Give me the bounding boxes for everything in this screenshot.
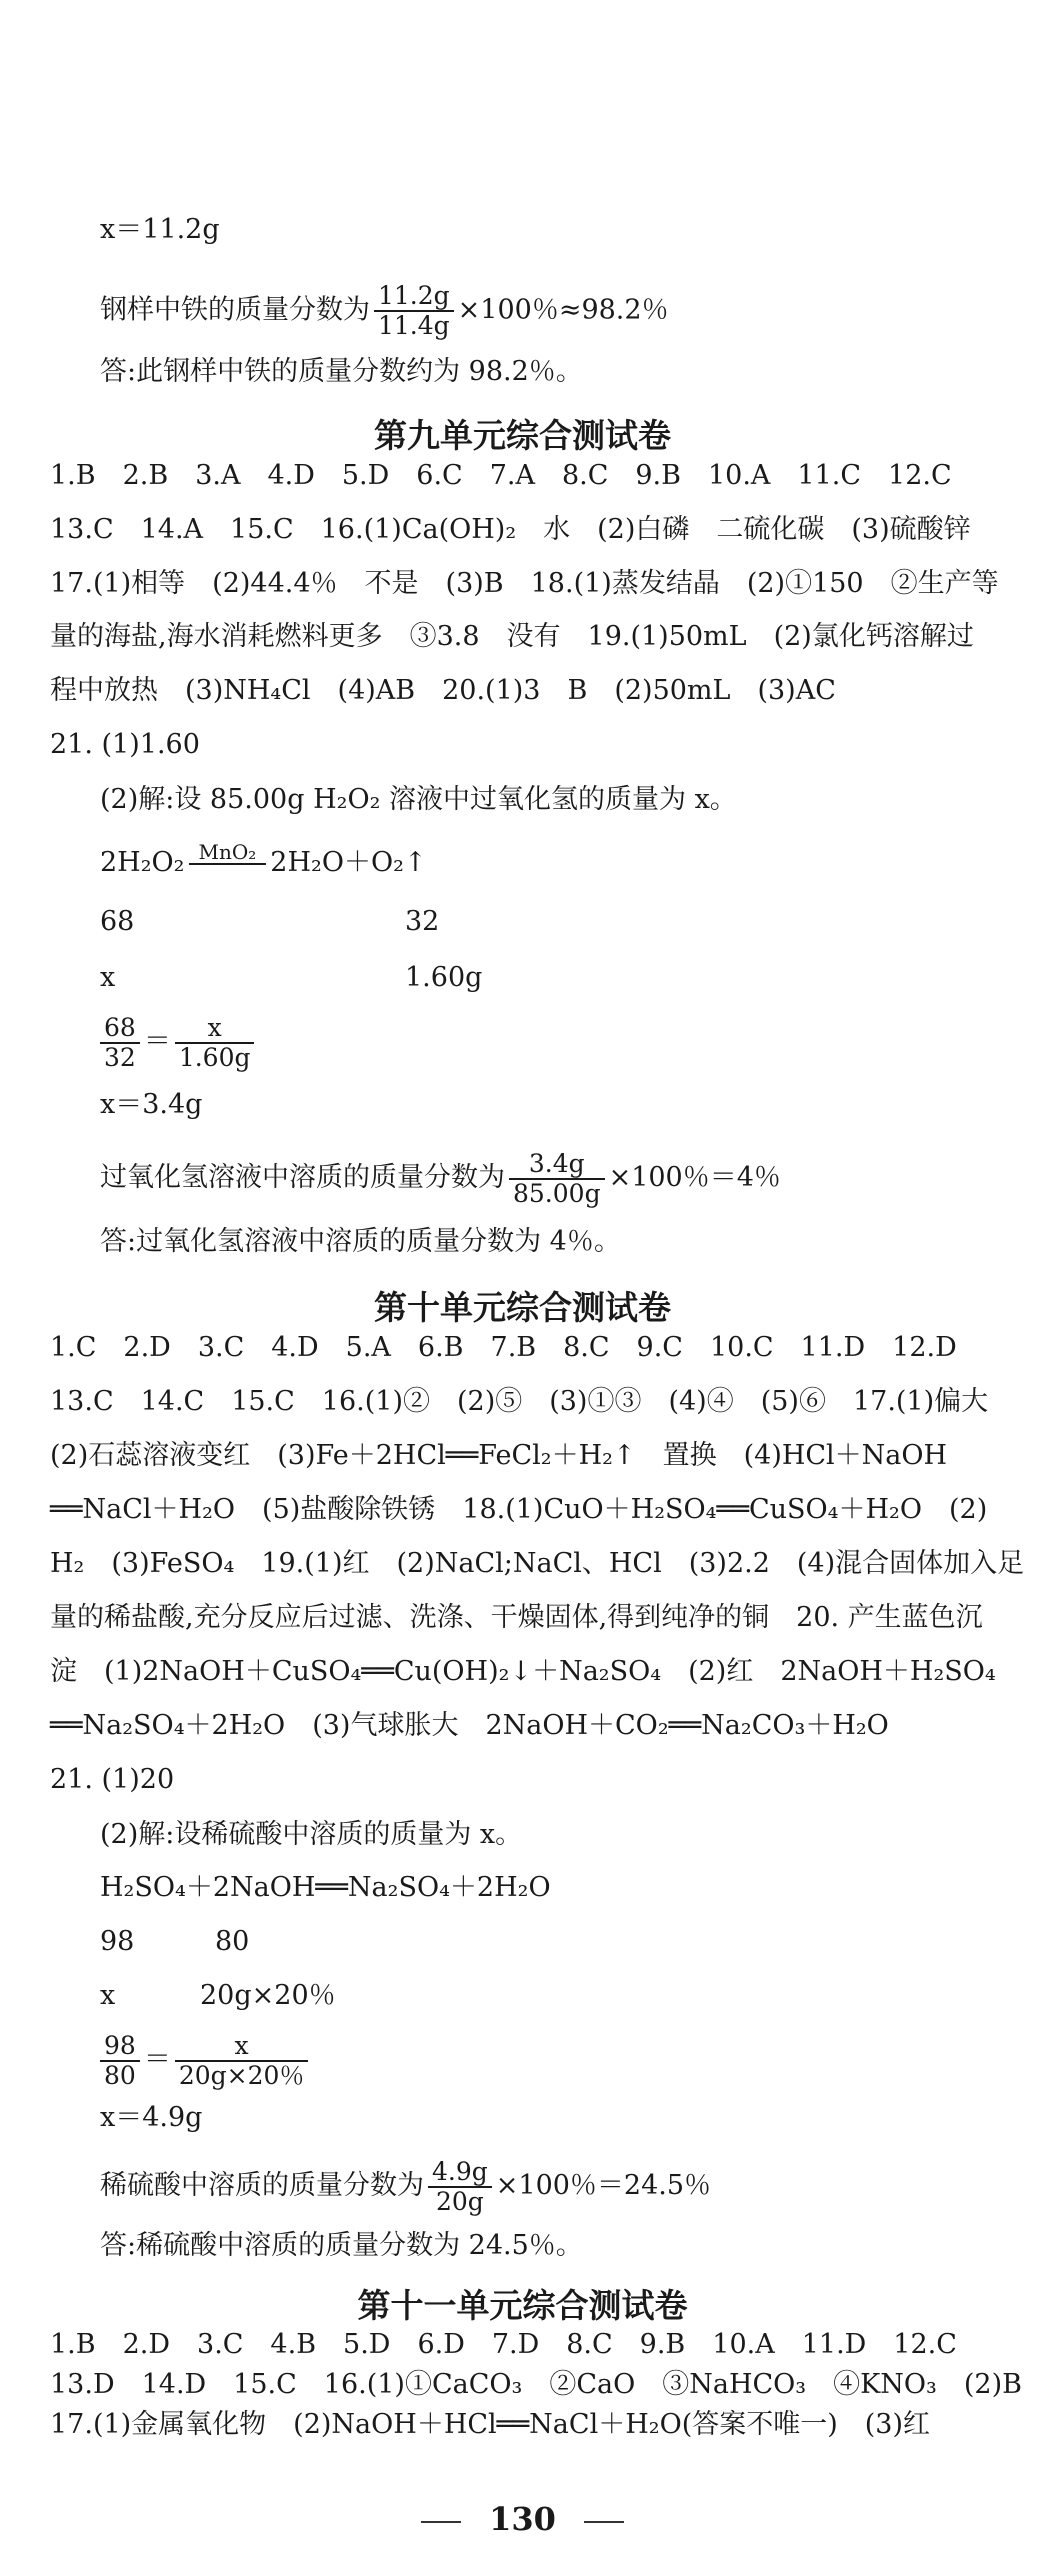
chemical-equation: H₂SO₄＋2NaOH══Na₂SO₄＋2H₂O	[100, 1872, 551, 1903]
answer-line: H₂ (3)FeSO₄ 19.(1)红 (2)NaCl;NaCl、HCl (3)2.2 (4)混合固体加入足	[50, 1548, 1025, 1579]
eq-right: 2H₂O＋O₂↑	[270, 847, 427, 878]
text-line: x＝4.9g	[100, 2102, 203, 2133]
answer-line: 17.(1)金属氧化物 (2)NaOH＋HCl══NaCl＋H₂O(答案不唯一) (3)红	[50, 2409, 931, 2440]
fraction-denominator: 11.4g	[378, 311, 450, 340]
ratio-row: x	[100, 1980, 116, 2011]
proportion	[100, 1012, 258, 1072]
mf-prefix: 钢样中铁的质量分数为	[100, 294, 370, 326]
section-heading: 第十单元综合测试卷	[374, 1288, 671, 1327]
fraction-numerator: x	[175, 2032, 309, 2062]
fraction	[374, 282, 454, 340]
answer-line: 13.C 14.C 15.C 16.(1)② (2)⑤ (3)①③ (4)④ (5)⑥ 17.(1)偏大	[50, 1386, 989, 1417]
text-line: x＝3.4g	[100, 1089, 203, 1120]
mf-prefix: 过氧化氢溶液中溶质的质量分数为	[100, 1162, 505, 1193]
section-heading: 第十一单元综合测试卷	[357, 2286, 688, 2325]
mass-fraction-line	[100, 282, 669, 338]
fraction-denominator: 1.60g	[178, 1042, 251, 1072]
answer-line: ══Na₂SO₄＋2H₂O (3)气球胀大 2NaOH＋CO₂══Na₂CO₃＋H₂O	[50, 1710, 889, 1741]
ratio-row: x	[100, 962, 116, 993]
fraction-numerator: 4.9g	[428, 2158, 492, 2188]
fraction	[175, 1014, 255, 1072]
chemical-equation	[100, 835, 427, 891]
answer-line: 13.D 14.D 15.C 16.(1)①CaCO₃ ②CaO ③NaHCO₃ ④KNO₃ (2)B	[50, 2369, 1022, 2400]
solution-setup: (2)解:设 85.00g H₂O₂ 溶液中过氧化氢的质量为 x。	[100, 784, 737, 815]
answer-line: 17.(1)相等 (2)44.4％ 不是 (3)B 18.(1)蒸发结晶 (2)①150 ②生产等	[50, 568, 999, 599]
answer-line: 程中放热 (3)NH₄Cl (4)AB 20.(1)3 B (2)50mL (3)AC	[50, 675, 836, 706]
fraction-denominator: 20g	[435, 2186, 484, 2216]
ratio-row: 68	[100, 906, 135, 937]
answer-line: 答:过氧化氢溶液中溶质的质量分数为 4％。	[100, 1226, 621, 1257]
ratio-row: 80	[215, 1926, 250, 1957]
mf-suffix: ×100％＝24.5％	[495, 2170, 712, 2201]
fraction	[428, 2158, 492, 2216]
fraction-numerator: 98	[100, 2032, 140, 2062]
answer-line: 量的海盐,海水消耗燃料更多 ③3.8 没有 19.(1)50mL (2)氯化钙溶解过	[50, 621, 974, 652]
fraction-numerator: 3.4g	[509, 1150, 605, 1180]
fraction-numerator: x	[175, 1014, 255, 1044]
answer-line: 1.C 2.D 3.C 4.D 5.A 6.B 7.B 8.C 9.C 10.C 11.D 12.D	[50, 1332, 957, 1363]
catalyst-label: MnO₂	[189, 841, 267, 865]
mass-fraction-line	[100, 1148, 781, 1208]
page-number: 130	[0, 2500, 1045, 2538]
equals: ＝	[143, 1026, 171, 1057]
reaction-condition	[189, 841, 267, 887]
proportion	[100, 2030, 312, 2090]
ratio-row: 32	[405, 906, 440, 937]
fraction	[509, 1150, 605, 1208]
answer-line: 淀 (1)2NaOH＋CuSO₄══Cu(OH)₂↓＋Na₂SO₄ (2)红 2NaOH＋H₂SO₄	[50, 1656, 996, 1687]
eq-left: 2H₂O₂	[100, 847, 185, 878]
text-line: x＝11.2g	[100, 214, 220, 245]
equals: ＝	[143, 2044, 171, 2075]
solution-setup: (2)解:设稀硫酸中溶质的质量为 x。	[100, 1819, 523, 1850]
mass-fraction-line	[100, 2156, 711, 2216]
fraction	[175, 2032, 309, 2090]
fraction-numerator: 11.2g	[374, 282, 454, 312]
fraction-denominator: 32	[104, 1042, 136, 1072]
answer-line: 1.B 2.B 3.A 4.D 5.D 6.C 7.A 8.C 9.B 10.A 11.C 12.C	[50, 460, 952, 491]
fraction	[100, 1014, 140, 1072]
answer-line: 13.C 14.A 15.C 16.(1)Ca(OH)₂ 水 (2)白磷 二硫化碳 (3)硫酸锌	[50, 514, 971, 545]
fraction-denominator: 20g×20％	[178, 2060, 305, 2090]
mf-prefix: 稀硫酸中溶质的质量分数为	[100, 2170, 424, 2201]
answer-line: 答:此钢样中铁的质量分数约为 98.2％。	[100, 356, 583, 387]
answer-line: (2)石蕊溶液变红 (3)Fe＋2HCl══FeCl₂＋H₂↑ 置换 (4)HCl＋NaOH	[50, 1440, 948, 1471]
answer-line: ══NaCl＋H₂O (5)盐酸除铁锈 18.(1)CuO＋H₂SO₄══CuSO₄＋H₂O (2)	[50, 1494, 988, 1525]
fraction-numerator: 68	[100, 1014, 140, 1044]
fraction-denominator: 85.00g	[513, 1178, 601, 1208]
ratio-row: 1.60g	[405, 962, 483, 993]
answer-line: 21. (1)20	[50, 1764, 175, 1795]
ratio-row: 98	[100, 1926, 135, 1957]
fraction-denominator: 80	[104, 2060, 136, 2090]
answer-line: 量的稀盐酸,充分反应后过滤、洗涤、干燥固体,得到纯净的铜 20. 产生蓝色沉	[50, 1602, 983, 1633]
mf-suffix: ×100％≈98.2％	[457, 294, 669, 326]
ratio-row: 20g×20％	[200, 1980, 336, 2011]
answer-line: 21. (1)1.60	[50, 729, 200, 760]
section-heading: 第九单元综合测试卷	[374, 416, 671, 455]
answer-line: 答:稀硫酸中溶质的质量分数为 24.5％。	[100, 2230, 583, 2261]
answer-line: 1.B 2.D 3.C 4.B 5.D 6.D 7.D 8.C 9.B 10.A 11.D 12.C	[50, 2329, 957, 2360]
fraction	[100, 2032, 140, 2090]
mf-suffix: ×100％＝4％	[608, 1162, 781, 1193]
